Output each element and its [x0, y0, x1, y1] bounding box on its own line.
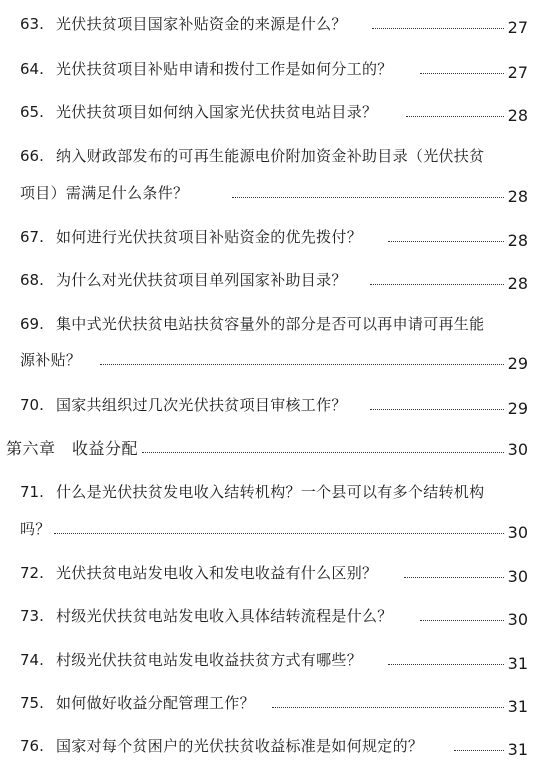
entry-number: 65. [20, 103, 44, 121]
dot-leader [420, 620, 504, 621]
dot-leader [54, 533, 504, 534]
entry-title: 光伏扶贫项目国家补贴资金的来源是什么？ [56, 15, 347, 33]
entry-title: 光伏扶贫项目补贴申请和拨付工作是如何分工的？ [56, 60, 393, 78]
entry-title: 如何进行光伏扶贫项目补贴资金的优先拨付？ [56, 228, 363, 246]
page-number: 28 [507, 106, 528, 125]
entry-title-line2: 项目）需满足什么条件？ [20, 184, 189, 202]
entry-number: 72. [20, 564, 44, 582]
entry-number: 70. [20, 396, 44, 414]
page-number: 29 [507, 399, 528, 418]
dot-leader [404, 577, 504, 578]
entry-title: 光伏扶贫项目如何纳入国家光伏扶贫电站目录？ [56, 103, 378, 121]
entry-title: 国家对每个贫困户的光伏扶贫收益标准是如何规定的？ [56, 737, 424, 755]
entry-number: 75. [20, 694, 44, 712]
entry-title: 光伏扶贫电站发电收入和发电收益有什么区别？ [56, 564, 378, 582]
entry-number: 73. [20, 607, 44, 625]
dot-leader [372, 28, 504, 29]
dot-leader [454, 750, 504, 751]
entry-number: 74. [20, 651, 44, 669]
page-number: 31 [507, 697, 528, 716]
page-number: 27 [507, 63, 528, 82]
entry-number: 68. [20, 271, 44, 289]
page-number: 28 [507, 187, 528, 206]
page-number: 30 [507, 523, 528, 542]
entry-title: 村级光伏扶贫电站发电收益扶贫方式有哪些？ [56, 651, 363, 669]
entry-number: 71. [20, 483, 44, 501]
page-number: 30 [507, 610, 528, 629]
dot-leader [370, 284, 504, 285]
page-number: 31 [507, 654, 528, 673]
page-number: 31 [507, 740, 528, 759]
dot-leader [142, 452, 504, 453]
entry-title: 纳入财政部发布的可再生能源电价附加资金补助目录（光伏扶贫 [56, 147, 485, 165]
entry-number: 67. [20, 228, 44, 246]
dot-leader [272, 707, 504, 708]
entry-title: 为什么对光伏扶贫项目单列国家补助目录？ [56, 271, 347, 289]
dot-leader [388, 664, 504, 665]
entry-number: 63. [20, 15, 44, 33]
entry-title: 什么是光伏扶贫发电收入结转机构？一个县可以有多个结转机构 [56, 483, 485, 501]
dot-leader [370, 409, 504, 410]
page-number: 27 [507, 18, 528, 37]
entry-number: 64. [20, 60, 44, 78]
entry-number: 66. [20, 147, 44, 165]
entry-number: 69. [20, 315, 44, 333]
dot-leader [100, 364, 504, 365]
chapter-title: 第六章 收益分配 [6, 439, 139, 458]
entry-title-line2: 源补贴？ [20, 351, 82, 369]
dot-leader [388, 241, 504, 242]
page-number: 30 [507, 440, 528, 459]
page-number: 28 [507, 274, 528, 293]
entry-title: 村级光伏扶贫电站发电收入具体结转流程是什么？ [56, 607, 393, 625]
page-number: 30 [507, 567, 528, 586]
entry-number: 76. [20, 737, 44, 755]
entry-title: 国家共组织过几次光伏扶贫项目审核工作？ [56, 396, 347, 414]
page-number: 28 [507, 231, 528, 250]
entry-title: 如何做好收益分配管理工作？ [56, 694, 255, 712]
dot-leader [420, 73, 504, 74]
dot-leader [232, 197, 504, 198]
dot-leader [406, 116, 504, 117]
entry-title-line2: 吗？ [20, 520, 51, 538]
entry-title: 集中式光伏扶贫电站扶贫容量外的部分是否可以再申请可再生能 [56, 315, 485, 333]
page-number: 29 [507, 354, 528, 373]
